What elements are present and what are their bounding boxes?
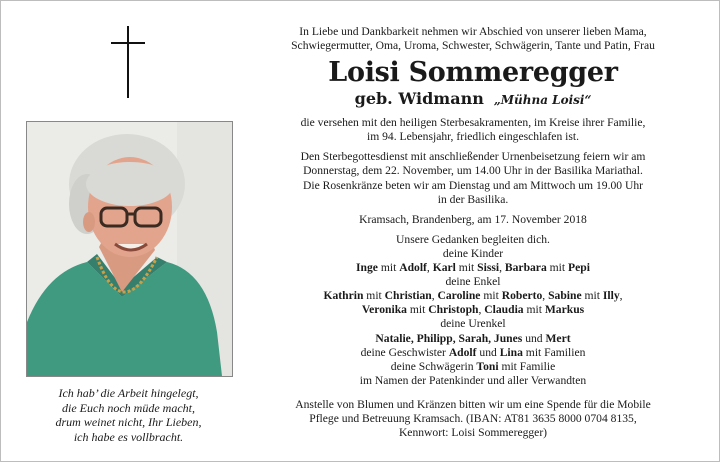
poem-line: Ich hab’ die Arbeit hingelegt, bbox=[58, 386, 199, 400]
portrait-photo bbox=[26, 121, 233, 377]
intro-line: Schwiegermutter, Oma, Uroma, Schwester, Schwägerin, Tante und Patin, Frau bbox=[291, 39, 655, 53]
grandchildren-label: deine Enkel bbox=[445, 275, 501, 289]
passing-line: die versehen mit den heiligen Sterbesakramenten, im Kreise ihrer Familie, bbox=[300, 116, 646, 130]
grandchildren-line: Kathrin mit Christian, Caroline mit Roberto, Sabine mit Illy, bbox=[323, 289, 623, 303]
sister-in-law-line: deine Schwägerin Toni mit Familie bbox=[390, 359, 556, 373]
service-line: Den Sterbegottesdienst mit anschließender Urnenbeisetzung feiern wir am bbox=[300, 150, 646, 164]
poem-line: die Euch noch müde macht, bbox=[62, 400, 195, 415]
donation-line: Anstelle von Blumen und Kränzen bitten wir um eine Spende für die Mobile bbox=[295, 397, 651, 411]
service-line: Donnerstag, dem 22. November, um 14.00 Uhr in der Basilika Mariathal. bbox=[303, 164, 643, 178]
nickname: „Mühna Loisi“ bbox=[493, 93, 592, 108]
poem bbox=[26, 386, 231, 444]
godchildren-line: im Namen der Patenkinder und aller Verwandten bbox=[359, 373, 587, 387]
great-grandchildren-line: Natalie, Philipp, Sarah, Junes und Mert bbox=[375, 331, 571, 345]
donation-line: Kennwort: Loisi Sommeregger) bbox=[398, 426, 548, 440]
service-line: Die Rosenkränze beten wir am Dienstag und am Mittwoch um 19.00 Uhr bbox=[302, 178, 643, 192]
deceased-name: Loisi Sommeregger bbox=[328, 57, 618, 89]
donation-line: Pflege und Betreuung Kramsach. (IBAN: AT81 3635 8000 0704 8135, bbox=[309, 411, 637, 425]
passing-line: im 94. Lebensjahr, friedlich eingeschlafen ist. bbox=[366, 130, 580, 144]
service-line: in der Basilika. bbox=[437, 192, 509, 206]
children-label: deine Kinder bbox=[442, 246, 504, 260]
place-date: Kramsach, Brandenberg, am 17. November 2018 bbox=[359, 212, 587, 226]
birth-name: geb. Widmann bbox=[354, 89, 484, 109]
cross-icon bbox=[111, 26, 145, 98]
poem-line: ich habe es vollbracht. bbox=[73, 429, 184, 444]
thoughts-line: Unsere Gedanken begleiten dich. bbox=[396, 232, 550, 246]
great-grandchildren-label: deine Urenkel bbox=[440, 317, 506, 331]
siblings-line: deine Geschwister Adolf und Lina mit Familien bbox=[360, 345, 586, 359]
poem-line: drum weinet nicht, Ihr Lieben, bbox=[55, 415, 202, 429]
intro-line: In Liebe und Dankbarkeit nehmen wir Abschied von unserer lieben Mama, bbox=[299, 25, 647, 38]
grandchildren-line: Veronika mit Christoph, Claudia mit Markus bbox=[361, 303, 585, 317]
notice-text bbox=[250, 25, 696, 440]
children-line: Inge mit Adolf, Karl mit Sissi, Barbara mit Pepi bbox=[356, 261, 590, 275]
birth-name-line bbox=[250, 89, 696, 110]
